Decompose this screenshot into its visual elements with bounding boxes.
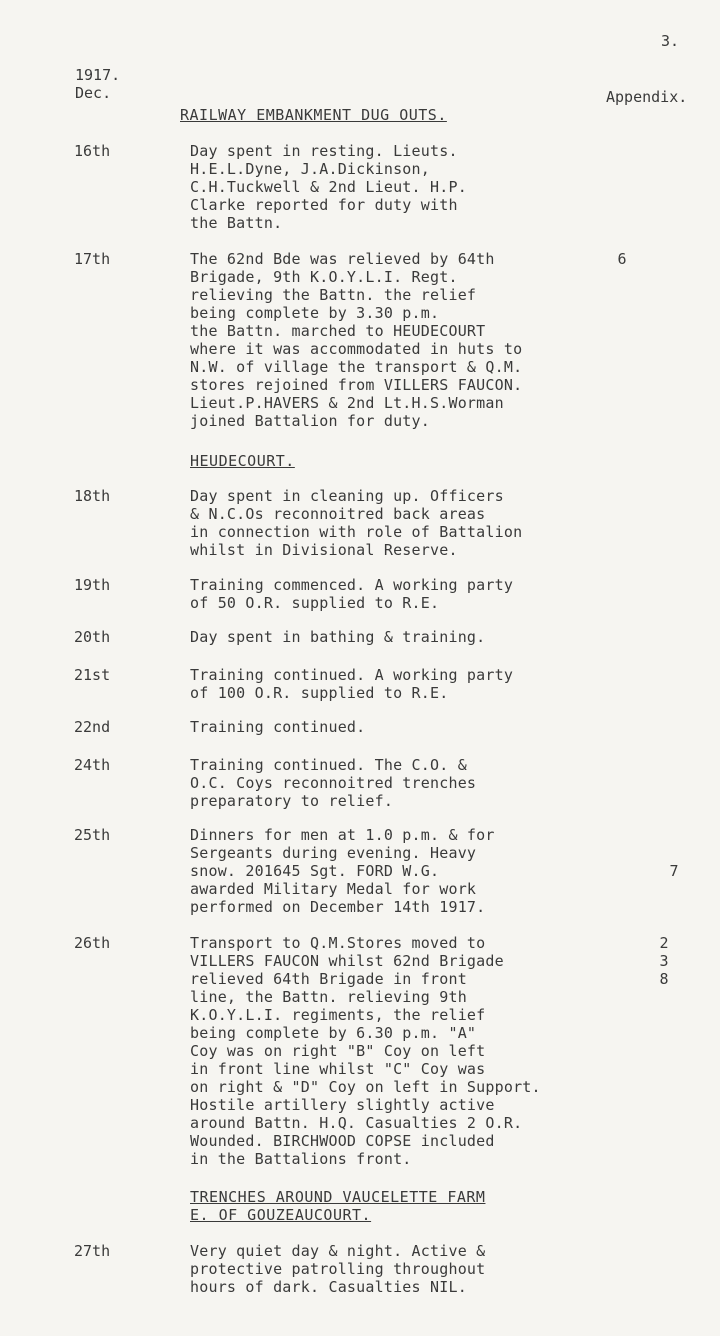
- appendix-number: 3: [659, 952, 669, 970]
- entry-text: Training continued. A working party of 100 O.R. supplied to R.E.: [190, 666, 514, 702]
- appendix-number: 7: [669, 862, 679, 880]
- entry-text: Dinners for men at 1.0 p.m. & for Sergeants during evening. Heavy snow. 201645 Sgt. FORD W.G. awarded Military Medal for work performed on December 14th 1917.: [190, 826, 495, 916]
- entry-date: 19th: [74, 576, 111, 594]
- appendix-ref: [664, 862, 684, 880]
- entry-text: Training continued.: [190, 718, 366, 736]
- year-label: 1917.: [75, 66, 121, 84]
- page-number: 3.: [661, 32, 680, 50]
- entry-text: Day spent in cleaning up. Officers & N.C.Os reconnoitred back areas in connection with role of Battalion whilst in Divisional Reserve.: [190, 487, 523, 559]
- entry-date: 22nd: [74, 718, 111, 736]
- entry-date: 18th: [74, 487, 111, 505]
- entry-text: Training commenced. A working party of 50 O.R. supplied to R.E.: [190, 576, 514, 612]
- entry-date: 16th: [74, 142, 111, 160]
- entry-text: Transport to Q.M.Stores moved to VILLERS FAUCON whilst 62nd Brigade relieved 64th Brigade in front line, the Battn. relieving 9th K.O.Y.L.I. regiments, the relief being complete by 6.30 p.m. "A" Coy was on right "B" Coy on left in front line whilst "C" Coy was on right & "D" Coy on left in Support. Hostile artillery slightly active around Battn. H.Q. Casualties 2 O.R. Wounded. BIRCHWOOD COPSE included in the Battalions front.: [190, 934, 541, 1168]
- appendix-ref: [654, 934, 674, 988]
- appendix-number: 8: [659, 970, 669, 988]
- entry-date: 20th: [74, 628, 111, 646]
- section-heading-trenches: TRENCHES AROUND VAUCELETTE FARM E. OF GOUZEAUCOURT.: [190, 1188, 486, 1224]
- appendix-column-header: Appendix.: [606, 88, 688, 106]
- entry-date: 25th: [74, 826, 111, 844]
- appendix-number: 6: [617, 250, 627, 268]
- appendix-ref: [612, 250, 632, 268]
- month-label: Dec.: [75, 84, 112, 102]
- appendix-number: 2: [659, 934, 669, 952]
- section-heading-heudecourt: HEUDECOURT.: [190, 452, 295, 470]
- entry-date: 26th: [74, 934, 111, 952]
- entry-text: The 62nd Bde was relieved by 64th Brigade, 9th K.O.Y.L.I. Regt. relieving the Battn. the relief being complete by 3.30 p.m. the Battn. marched to HEUDECOURT where it was accommodated in huts to N.W. of village the transport & Q.M. stores rejoined from VILLERS FAUCON. Lieut.P.HAVERS & 2nd Lt.H.S.Worman joined Battalion for duty.: [190, 250, 523, 430]
- entry-text: Training continued. The C.O. & O.C. Coys reconnoitred trenches preparatory to relief.: [190, 756, 477, 810]
- entry-text: Day spent in resting. Lieuts. H.E.L.Dyne, J.A.Dickinson, C.H.Tuckwell & 2nd Lieut. H.P. Clarke reported for duty with the Battn.: [190, 142, 467, 232]
- section-heading-railway: RAILWAY EMBANKMENT DUG OUTS.: [180, 106, 447, 124]
- entry-date: 21st: [74, 666, 111, 684]
- entry-date: 24th: [74, 756, 111, 774]
- entry-text: Very quiet day & night. Active & protective patrolling throughout hours of dark. Casualties NIL.: [190, 1242, 486, 1296]
- entry-date: 17th: [74, 250, 111, 268]
- entry-text: Day spent in bathing & training.: [190, 628, 486, 646]
- entry-date: 27th: [74, 1242, 111, 1260]
- date-header: [75, 66, 120, 102]
